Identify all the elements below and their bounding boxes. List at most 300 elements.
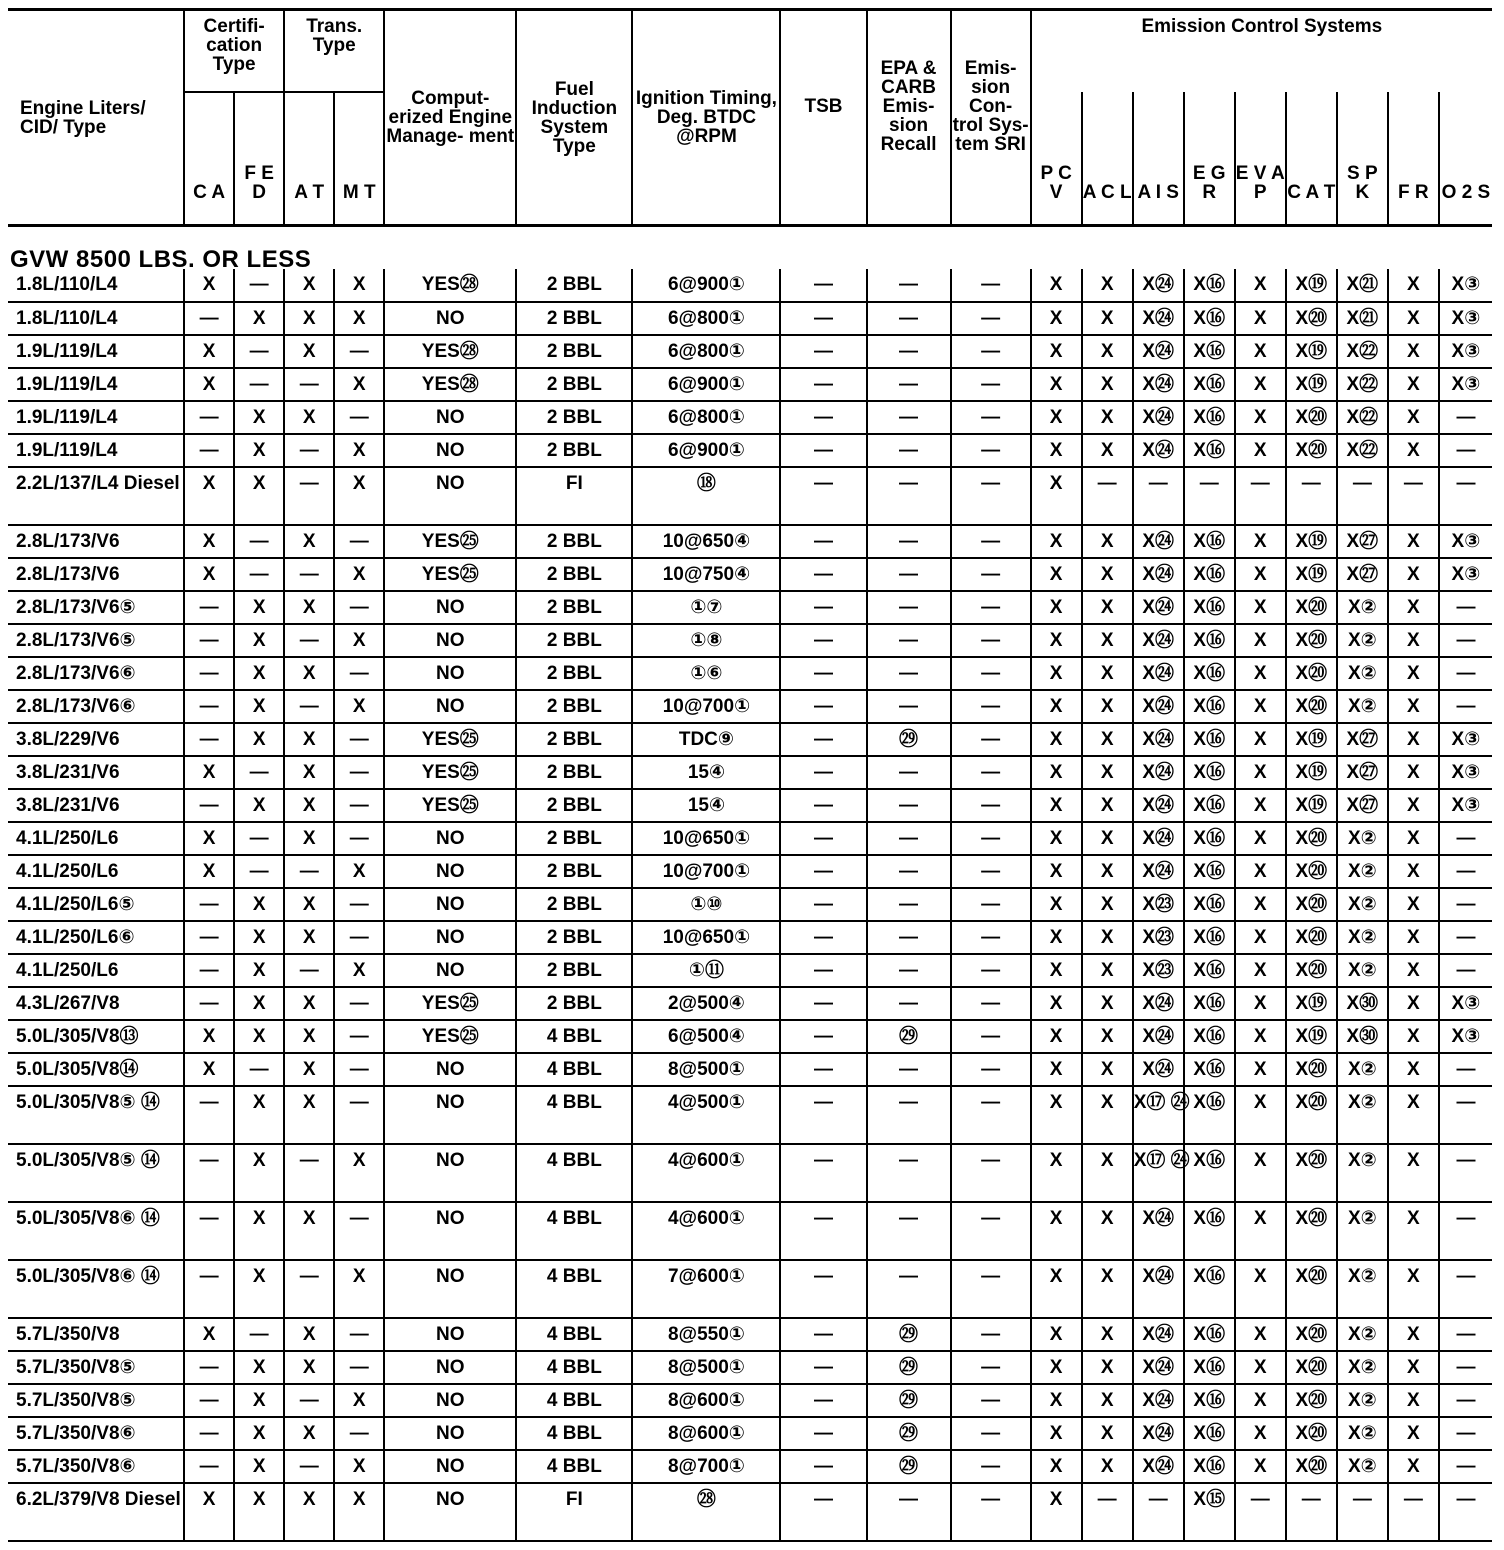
cell-fr: X [1388, 888, 1439, 921]
cell-ignition-timing: ㉘ [632, 1483, 780, 1541]
cell-evap: — [1235, 467, 1286, 525]
cell-acl: X [1082, 690, 1133, 723]
cell-fuel-induction: 2 BBL [516, 558, 632, 591]
table-row [8, 822, 1492, 855]
cell-sri: — [951, 1260, 1031, 1318]
table-row [8, 789, 1492, 822]
cell-evap: X [1235, 624, 1286, 657]
table-row [8, 302, 1492, 335]
cell-ignition-timing: 6@800① [632, 302, 780, 335]
header-cert-ca: C A [184, 92, 234, 226]
cell-spk: X② [1337, 1384, 1388, 1417]
cell-trans-mt: X [334, 558, 384, 591]
cell-ais: X㉔ [1133, 723, 1184, 756]
cell-computerized: NO [384, 1483, 516, 1541]
cell-engine: 5.0L/305/V8⑤ ⑭ [8, 1144, 184, 1202]
cell-recall: — [867, 987, 951, 1020]
cell-ignition-timing: 8@550① [632, 1318, 780, 1351]
cell-acl: X [1082, 921, 1133, 954]
table-row [8, 434, 1492, 467]
cell-engine: 5.0L/305/V8⑤ ⑭ [8, 1086, 184, 1144]
table-row [8, 368, 1492, 401]
cell-computerized: NO [384, 1384, 516, 1417]
cell-ignition-timing: ①⑦ [632, 591, 780, 624]
cell-sri: — [951, 987, 1031, 1020]
cell-evap: X [1235, 888, 1286, 921]
cell-computerized: YES㉕ [384, 1020, 516, 1053]
cell-evap: X [1235, 558, 1286, 591]
cell-o2s: — [1439, 1384, 1492, 1417]
cell-fuel-induction: 2 BBL [516, 888, 632, 921]
cell-engine: 2.2L/137/L4 Diesel [8, 467, 184, 525]
cell-sri: — [951, 1417, 1031, 1450]
cell-trans-at: X [284, 591, 334, 624]
cell-acl: X [1082, 1020, 1133, 1053]
cell-recall: — [867, 467, 951, 525]
header-ecs-acl: A C L [1082, 92, 1133, 226]
cell-cert-fed: X [234, 1351, 284, 1384]
table-row [8, 1086, 1492, 1144]
cell-spk: X② [1337, 657, 1388, 690]
cell-acl: X [1082, 888, 1133, 921]
cell-egr: X⑯ [1184, 1144, 1235, 1202]
cell-tsb: — [780, 335, 866, 368]
cell-cat: X⑳ [1286, 1086, 1337, 1144]
cell-cert-ca: — [184, 987, 234, 1020]
cell-computerized: NO [384, 302, 516, 335]
cell-cert-fed: X [234, 1020, 284, 1053]
cell-engine: 1.9L/119/L4 [8, 335, 184, 368]
cell-cert-ca: — [184, 1351, 234, 1384]
cell-pcv: X [1031, 401, 1082, 434]
cell-cert-ca: — [184, 1144, 234, 1202]
cell-cert-fed: X [234, 987, 284, 1020]
cell-computerized: NO [384, 1417, 516, 1450]
cell-tsb: — [780, 1417, 866, 1450]
table-row [8, 1450, 1492, 1483]
cell-computerized: YES㉕ [384, 789, 516, 822]
cell-ais: X⑰ ㉔ [1133, 1144, 1184, 1202]
cell-fr: X [1388, 591, 1439, 624]
cell-egr: X⑯ [1184, 434, 1235, 467]
cell-sri: — [951, 1053, 1031, 1086]
cell-tsb: — [780, 789, 866, 822]
cell-computerized: NO [384, 888, 516, 921]
cell-engine: 6.2L/379/V8 Diesel [8, 1483, 184, 1541]
cell-ais: X㉔ [1133, 434, 1184, 467]
cell-fr: X [1388, 434, 1439, 467]
cell-trans-mt: X [334, 1483, 384, 1541]
cell-ignition-timing: 6@900① [632, 269, 780, 302]
cell-evap: — [1235, 1483, 1286, 1541]
cell-egr: X⑯ [1184, 269, 1235, 302]
cell-trans-mt: X [334, 690, 384, 723]
cell-evap: X [1235, 1053, 1286, 1086]
cell-engine: 5.0L/305/V8⑥ ⑭ [8, 1260, 184, 1318]
cell-egr: X⑯ [1184, 789, 1235, 822]
cell-fr: X [1388, 987, 1439, 1020]
cell-fuel-induction: 2 BBL [516, 591, 632, 624]
cell-computerized: YES㉘ [384, 269, 516, 302]
cell-engine: 5.0L/305/V8⑭ [8, 1053, 184, 1086]
table-row [8, 921, 1492, 954]
cell-pcv: X [1031, 591, 1082, 624]
cell-pcv: X [1031, 1384, 1082, 1417]
cell-cert-ca: — [184, 921, 234, 954]
table-row [8, 657, 1492, 690]
cell-o2s: — [1439, 401, 1492, 434]
cell-recall: — [867, 368, 951, 401]
cell-engine: 1.8L/110/L4 [8, 269, 184, 302]
cell-cat: X⑳ [1286, 624, 1337, 657]
cell-ais: X㉔ [1133, 1260, 1184, 1318]
cell-ais: — [1133, 1483, 1184, 1541]
cell-ignition-timing: 8@600① [632, 1384, 780, 1417]
cell-o2s: — [1439, 954, 1492, 987]
cell-cert-fed: X [234, 1202, 284, 1260]
cell-recall: — [867, 954, 951, 987]
cell-sri: — [951, 723, 1031, 756]
cell-pcv: X [1031, 921, 1082, 954]
cell-cert-ca: X [184, 467, 234, 525]
cell-trans-at: X [284, 921, 334, 954]
cell-computerized: YES㉕ [384, 756, 516, 789]
cell-fuel-induction: 2 BBL [516, 335, 632, 368]
cell-o2s: — [1439, 822, 1492, 855]
cell-tsb: — [780, 624, 866, 657]
cell-ais: X㉔ [1133, 1417, 1184, 1450]
cell-o2s: X③ [1439, 302, 1492, 335]
cell-evap: X [1235, 690, 1286, 723]
cell-sri: — [951, 624, 1031, 657]
cell-computerized: NO [384, 1450, 516, 1483]
cell-trans-mt: — [334, 888, 384, 921]
cell-engine: 2.8L/173/V6 [8, 525, 184, 558]
cell-trans-at: X [284, 1202, 334, 1260]
cell-engine: 3.8L/231/V6 [8, 789, 184, 822]
cell-acl: X [1082, 434, 1133, 467]
cell-cert-fed: X [234, 467, 284, 525]
cell-o2s: — [1439, 1417, 1492, 1450]
cell-engine: 5.0L/305/V8⑬ [8, 1020, 184, 1053]
cell-o2s: X③ [1439, 558, 1492, 591]
cell-spk: X㉑ [1337, 302, 1388, 335]
cell-cert-fed: — [234, 756, 284, 789]
cell-pcv: X [1031, 525, 1082, 558]
cell-trans-mt: — [334, 723, 384, 756]
cell-fuel-induction: 2 BBL [516, 525, 632, 558]
cell-ais: X㉔ [1133, 558, 1184, 591]
cell-cert-fed: — [234, 269, 284, 302]
cell-spk: X② [1337, 1144, 1388, 1202]
cell-recall: — [867, 1053, 951, 1086]
cell-o2s: X③ [1439, 789, 1492, 822]
cell-o2s: — [1439, 1450, 1492, 1483]
cell-fr: X [1388, 855, 1439, 888]
cell-spk: X㉗ [1337, 525, 1388, 558]
cell-cert-ca: X [184, 269, 234, 302]
cell-ais: X㉔ [1133, 1053, 1184, 1086]
cell-trans-mt: X [334, 368, 384, 401]
cell-o2s: X③ [1439, 269, 1492, 302]
cell-tsb: — [780, 1351, 866, 1384]
cell-tsb: — [780, 657, 866, 690]
cell-cert-fed: — [234, 335, 284, 368]
cell-spk: X② [1337, 1086, 1388, 1144]
cell-fuel-induction: 2 BBL [516, 434, 632, 467]
cell-pcv: X [1031, 756, 1082, 789]
cell-sri: — [951, 690, 1031, 723]
cell-pcv: X [1031, 822, 1082, 855]
cell-tsb: — [780, 591, 866, 624]
cell-fr: X [1388, 269, 1439, 302]
cell-recall: ㉙ [867, 1318, 951, 1351]
cell-cat: X⑲ [1286, 525, 1337, 558]
cell-sri: — [951, 756, 1031, 789]
cell-trans-mt: X [334, 1144, 384, 1202]
cell-evap: X [1235, 302, 1286, 335]
cell-recall: — [867, 591, 951, 624]
cell-fuel-induction: 2 BBL [516, 269, 632, 302]
cell-cert-ca: X [184, 1483, 234, 1541]
cell-acl: X [1082, 1202, 1133, 1260]
cell-spk: X② [1337, 888, 1388, 921]
cell-fr: X [1388, 756, 1439, 789]
cell-cert-fed: X [234, 723, 284, 756]
cell-computerized: YES㉘ [384, 335, 516, 368]
cell-computerized: NO [384, 690, 516, 723]
cell-pcv: X [1031, 1086, 1082, 1144]
cell-ais: X㉔ [1133, 855, 1184, 888]
table-row [8, 467, 1492, 525]
cell-fr: X [1388, 302, 1439, 335]
cell-cert-ca: X [184, 368, 234, 401]
cell-cert-ca: — [184, 624, 234, 657]
cell-fr: X [1388, 954, 1439, 987]
cell-trans-mt: — [334, 921, 384, 954]
cell-evap: X [1235, 1144, 1286, 1202]
cell-tsb: — [780, 954, 866, 987]
cell-spk: X㉚ [1337, 1020, 1388, 1053]
cell-ignition-timing: 7@600① [632, 1260, 780, 1318]
cell-egr: X⑮ [1184, 1483, 1235, 1541]
cell-pcv: X [1031, 1417, 1082, 1450]
header-sri: Emis- sion Con- trol Sys- tem SRI [951, 10, 1031, 226]
cell-egr: X⑯ [1184, 1351, 1235, 1384]
table-row [8, 525, 1492, 558]
cell-trans-at: X [284, 525, 334, 558]
cell-sri: — [951, 1450, 1031, 1483]
cell-ignition-timing: 10@650④ [632, 525, 780, 558]
cell-tsb: — [780, 987, 866, 1020]
cell-trans-mt: X [334, 434, 384, 467]
cell-tsb: — [780, 434, 866, 467]
cell-cat: — [1286, 467, 1337, 525]
cell-acl: X [1082, 1144, 1133, 1202]
cell-pcv: X [1031, 368, 1082, 401]
cell-o2s: — [1439, 921, 1492, 954]
header-ecs-cat: C A T [1286, 92, 1337, 226]
cell-recall: ㉙ [867, 1384, 951, 1417]
cell-acl: X [1082, 401, 1133, 434]
cell-ais: X㉔ [1133, 368, 1184, 401]
cell-cert-fed: — [234, 558, 284, 591]
cell-ais: X㉔ [1133, 690, 1184, 723]
cell-engine: 5.7L/350/V8⑤ [8, 1384, 184, 1417]
cell-spk: X② [1337, 1351, 1388, 1384]
cell-cert-ca: X [184, 1020, 234, 1053]
cell-tsb: — [780, 401, 866, 434]
cell-cat: X⑲ [1286, 1020, 1337, 1053]
cell-evap: X [1235, 1384, 1286, 1417]
cell-engine: 4.1L/250/L6⑤ [8, 888, 184, 921]
cell-cert-fed: X [234, 690, 284, 723]
cell-cert-fed: X [234, 921, 284, 954]
cell-engine: 5.7L/350/V8⑤ [8, 1351, 184, 1384]
cell-ignition-timing: 6@900① [632, 368, 780, 401]
table-row [8, 591, 1492, 624]
table-row [8, 624, 1492, 657]
cell-tsb: — [780, 888, 866, 921]
cell-cert-fed: — [234, 822, 284, 855]
cell-cert-fed: X [234, 302, 284, 335]
cell-evap: X [1235, 591, 1286, 624]
cell-fr: X [1388, 921, 1439, 954]
cell-pcv: X [1031, 1020, 1082, 1053]
cell-computerized: NO [384, 401, 516, 434]
cell-ignition-timing: 4@600① [632, 1144, 780, 1202]
cell-egr: X⑯ [1184, 888, 1235, 921]
cell-spk: X㉗ [1337, 558, 1388, 591]
table-row [8, 1351, 1492, 1384]
cell-o2s: — [1439, 1260, 1492, 1318]
cell-o2s: — [1439, 434, 1492, 467]
cell-fuel-induction: 2 BBL [516, 302, 632, 335]
cell-egr: X⑯ [1184, 1384, 1235, 1417]
cell-pcv: X [1031, 558, 1082, 591]
cell-sri: — [951, 888, 1031, 921]
cell-sri: — [951, 1144, 1031, 1202]
cell-evap: X [1235, 1020, 1286, 1053]
header-tsb: TSB [780, 10, 866, 226]
cell-fr: X [1388, 1417, 1439, 1450]
cell-fuel-induction: 2 BBL [516, 624, 632, 657]
cell-evap: X [1235, 822, 1286, 855]
cell-egr: X⑯ [1184, 525, 1235, 558]
cell-fr: — [1388, 467, 1439, 525]
cell-tsb: — [780, 822, 866, 855]
cell-sri: — [951, 1020, 1031, 1053]
cell-sri: — [951, 822, 1031, 855]
cell-o2s: X③ [1439, 987, 1492, 1020]
cell-cert-ca: — [184, 954, 234, 987]
cell-trans-at: X [284, 302, 334, 335]
cell-cert-fed: X [234, 888, 284, 921]
cell-engine: 2.8L/173/V6⑤ [8, 591, 184, 624]
cell-computerized: YES㉘ [384, 368, 516, 401]
cell-pcv: X [1031, 789, 1082, 822]
cell-trans-at: X [284, 888, 334, 921]
cell-computerized: NO [384, 591, 516, 624]
cell-cert-fed: X [234, 1450, 284, 1483]
cell-recall: — [867, 302, 951, 335]
cell-spk: X② [1337, 1260, 1388, 1318]
cell-engine: 5.7L/350/V8⑥ [8, 1417, 184, 1450]
cell-fr: X [1388, 1351, 1439, 1384]
cell-fr: X [1388, 335, 1439, 368]
cell-egr: X⑯ [1184, 855, 1235, 888]
cell-fuel-induction: 2 BBL [516, 657, 632, 690]
header-ecs-ais: A I S [1133, 92, 1184, 226]
cell-spk: X② [1337, 822, 1388, 855]
cell-fuel-induction: 2 BBL [516, 954, 632, 987]
cell-spk: X② [1337, 690, 1388, 723]
cell-sri: — [951, 1384, 1031, 1417]
header-computerized: Comput- erized Engine Manage- ment [384, 10, 516, 226]
cell-egr: X⑯ [1184, 1020, 1235, 1053]
cell-trans-at: — [284, 1260, 334, 1318]
cell-trans-mt: — [334, 525, 384, 558]
cell-trans-mt: — [334, 591, 384, 624]
cell-cert-fed: X [234, 1417, 284, 1450]
table-row [8, 1020, 1492, 1053]
cell-cat: X⑲ [1286, 368, 1337, 401]
cell-ignition-timing: 10@750④ [632, 558, 780, 591]
cell-tsb: — [780, 756, 866, 789]
cell-cat: X⑳ [1286, 855, 1337, 888]
cell-engine: 4.3L/267/V8 [8, 987, 184, 1020]
cell-engine: 1.8L/110/L4 [8, 302, 184, 335]
cell-trans-at: — [284, 467, 334, 525]
cell-fr: X [1388, 723, 1439, 756]
cell-recall: — [867, 1144, 951, 1202]
cell-fuel-induction: 4 BBL [516, 1202, 632, 1260]
cell-fuel-induction: 4 BBL [516, 1086, 632, 1144]
table-row [8, 1053, 1492, 1086]
cell-spk: X② [1337, 591, 1388, 624]
cell-spk: X㉗ [1337, 723, 1388, 756]
cell-tsb: — [780, 1144, 866, 1202]
cell-acl: X [1082, 822, 1133, 855]
cell-fr: X [1388, 1318, 1439, 1351]
cell-spk: X㉒ [1337, 401, 1388, 434]
cell-cert-ca: — [184, 888, 234, 921]
cell-cert-ca: X [184, 822, 234, 855]
cell-egr: X⑯ [1184, 921, 1235, 954]
cell-pcv: X [1031, 888, 1082, 921]
cell-sri: — [951, 335, 1031, 368]
cell-trans-at: — [284, 1384, 334, 1417]
cell-fr: X [1388, 401, 1439, 434]
cell-computerized: NO [384, 624, 516, 657]
cell-evap: X [1235, 269, 1286, 302]
cell-ignition-timing: 8@500① [632, 1053, 780, 1086]
cell-fuel-induction: 4 BBL [516, 1260, 632, 1318]
cell-cert-fed: — [234, 368, 284, 401]
cell-recall: — [867, 789, 951, 822]
cell-cert-ca: X [184, 855, 234, 888]
cell-spk: X㉗ [1337, 789, 1388, 822]
cell-fuel-induction: FI [516, 467, 632, 525]
cell-sri: — [951, 558, 1031, 591]
table-row [8, 954, 1492, 987]
cell-trans-at: X [284, 723, 334, 756]
cell-o2s: X③ [1439, 368, 1492, 401]
cell-egr: X⑯ [1184, 1086, 1235, 1144]
header-cert-fed: F E D [234, 92, 284, 226]
cell-pcv: X [1031, 723, 1082, 756]
cell-cat: X⑲ [1286, 723, 1337, 756]
